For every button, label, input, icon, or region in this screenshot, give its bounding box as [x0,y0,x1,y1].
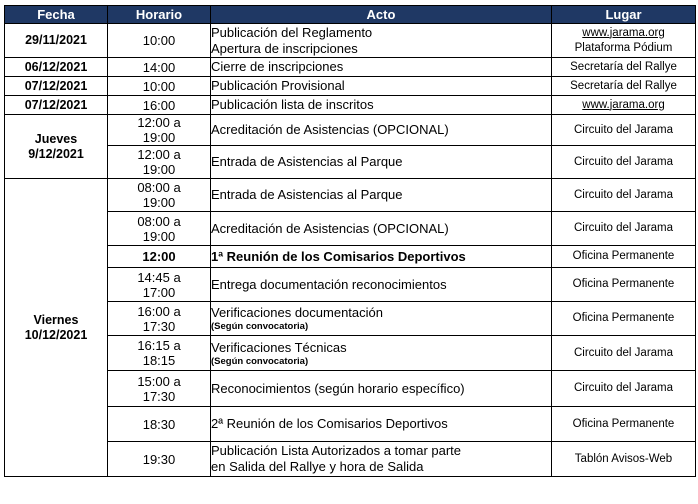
lugar-cell [552,24,696,58]
horario-line: 08:00 a [137,213,181,229]
acto-line: Apertura de inscripciones [211,40,358,56]
fecha-cell: 06/12/2021 [5,58,108,77]
fecha-cell [5,115,108,179]
table-row [5,268,696,302]
lugar-cell: Circuito del Jarama [552,212,696,246]
acto-cell: Reconocimientos (según horario específico) [211,371,552,407]
horario-cell [108,115,211,146]
horario-cell [108,212,211,246]
table-row [5,212,696,246]
table-row [5,302,696,336]
acto-cell: Acreditación de Asistencias (OPCIONAL) [211,212,552,246]
horario-line: 19:00 [142,195,176,210]
acto-line: Publicación Lista Autorizados a tomar parte [211,443,462,458]
horario-line: 16:15 a [137,338,181,353]
table-row [5,115,696,146]
lugar-line: Plataforma Pódium [574,41,673,54]
horario-cell: 10:00 [108,77,211,96]
horario-cell: 14:00 [108,58,211,77]
header-acto: Acto [211,6,552,24]
jarama-link[interactable]: www.jarama.org [582,26,665,39]
horario-cell [108,268,211,302]
horario-line: 19:00 [142,228,176,244]
acto-note: (Según convocatoria) [211,321,309,332]
lugar-cell: Tablón Avisos-Web [552,442,696,477]
horario-line: 16:00 a [137,303,181,319]
horario-line: 18:15 [142,353,176,368]
table-row [5,58,696,77]
acto-cell [211,24,552,58]
acto-cell [211,442,552,477]
horario-cell: 19:30 [108,442,211,477]
horario-line: 12:00 a [137,147,181,162]
header-lugar: Lugar [552,6,696,24]
lugar-cell: Circuito del Jarama [552,336,696,371]
acto-line: en Salida del Rallye y hora de Salida [211,459,424,474]
horario-cell: 16:00 [108,96,211,115]
acto-line: Publicación del Reglamento [211,24,373,40]
lugar-cell: Oficina Permanente [552,302,696,336]
lugar-cell: Oficina Permanente [552,268,696,302]
horario-cell: 12:00 [108,246,211,268]
lugar-cell: Oficina Permanente [552,246,696,268]
horario-line: 15:00 a [137,373,181,389]
horario-line: 08:00 a [137,180,181,195]
acto-cell: 2ª Reunión de los Comisarios Deportivos [211,407,552,442]
acto-cell: Publicación Provisional [211,77,552,96]
acto-cell: Publicación lista de inscritos [211,96,552,115]
fecha-cell [5,179,108,477]
table-row [5,407,696,442]
table-row [5,179,696,212]
acto-line: Verificaciones documentación [211,305,383,320]
table-header-row [5,6,696,24]
lugar-cell: Circuito del Jarama [552,115,696,146]
horario-line: 19:00 [142,130,176,145]
horario-cell: 10:00 [108,24,211,58]
horario-cell: 18:30 [108,407,211,442]
lugar-cell: Circuito del Jarama [552,371,696,407]
horario-line: 19:00 [142,162,176,177]
acto-note: (Según convocatoria) [211,355,309,367]
table-row [5,246,696,268]
acto-cell: Acreditación de Asistencias (OPCIONAL) [211,115,552,146]
fecha-weekday: Viernes [33,312,79,327]
horario-line: 17:30 [142,318,176,334]
table-row [5,336,696,371]
fecha-weekday: Jueves [34,131,78,146]
acto-cell: Entrada de Asistencias al Parque [211,179,552,212]
lugar-cell: Circuito del Jarama [552,146,696,179]
horario-line: 12:00 a [137,115,181,130]
table-row [5,442,696,477]
fecha-cell: 29/11/2021 [5,24,108,58]
table-row [5,371,696,407]
acto-cell [211,336,552,371]
acto-cell: Entrega documentación reconocimientos [211,268,552,302]
acto-cell [211,302,552,336]
horario-cell [108,336,211,371]
fecha-date: 10/12/2021 [24,327,88,342]
table-row [5,146,696,179]
header-fecha: Fecha [5,6,108,24]
schedule-table [4,5,696,477]
lugar-cell [552,96,696,115]
horario-line: 14:45 a [137,269,181,285]
fecha-cell: 07/12/2021 [5,96,108,115]
horario-cell [108,371,211,407]
acto-cell: 1ª Reunión de los Comisarios Deportivos [211,246,552,268]
acto-cell: Entrada de Asistencias al Parque [211,146,552,179]
jarama-link[interactable]: www.jarama.org [582,98,665,111]
header-horario: Horario [108,6,211,24]
fecha-date: 9/12/2021 [28,146,84,161]
horario-line: 17:00 [142,284,176,300]
lugar-cell: Secretaría del Rallye [552,58,696,77]
acto-cell: Cierre de inscripciones [211,58,552,77]
acto-line: Verificaciones Técnicas [211,339,347,355]
table-row [5,96,696,115]
table-row [5,77,696,96]
fecha-cell: 07/12/2021 [5,77,108,96]
lugar-cell: Oficina Permanente [552,407,696,442]
lugar-cell: Secretaría del Rallye [552,77,696,96]
horario-cell [108,302,211,336]
horario-cell [108,146,211,179]
horario-line: 17:30 [142,388,176,404]
table-row [5,24,696,58]
lugar-cell: Circuito del Jarama [552,179,696,212]
horario-cell [108,179,211,212]
